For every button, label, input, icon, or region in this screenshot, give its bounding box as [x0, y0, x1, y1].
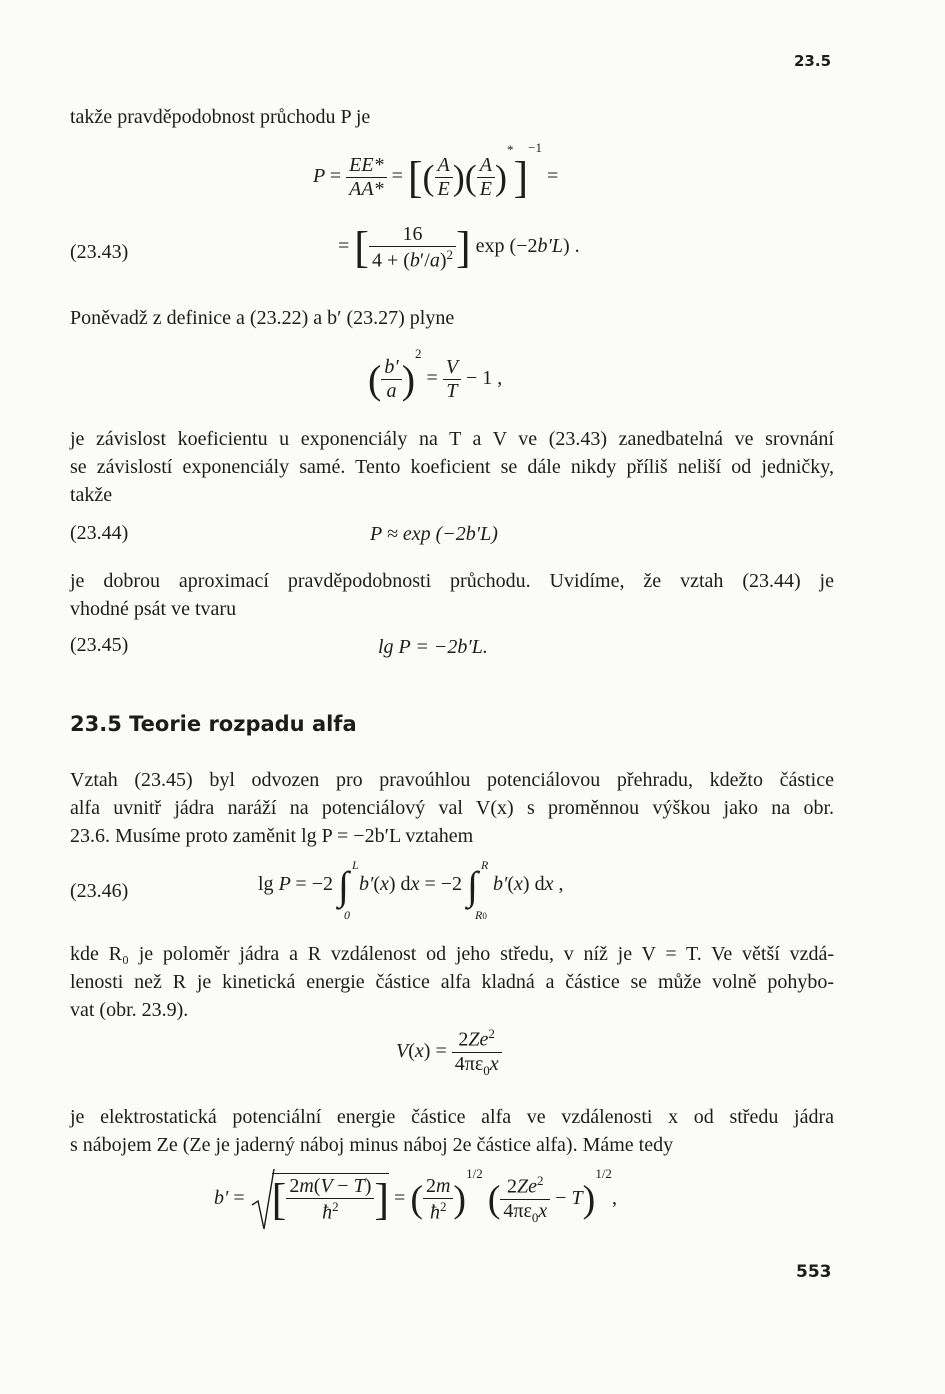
intro-text: takže pravděpodobnost průchodu P je — [70, 106, 371, 128]
paragraph-elektro-line2: s nábojem Ze (Ze je jaderný náboj minus náboj 2e částice alfa). Máme tedy — [70, 1134, 674, 1156]
equation-label-23-45: (23.45) — [70, 634, 129, 656]
equation-23-46: lg P = −2 ∫ L 0 b′(x) dx = −2 ∫ R R0 b′(x) dx , — [258, 858, 564, 922]
equation-probability-line1: P = $\frac{EE*}{AA*}$ = [( $\frac{A}{E}$ )( $\frac{A}{E}$ )*]$^{-1}$ = — [313, 140, 559, 202]
paragraph-zavislost-line3: takže — [70, 484, 113, 506]
running-header-section: 23.5 — [794, 52, 832, 70]
paragraph-elektro-line1: je elektrostatická potenciální energie částice alfa ve vzdálenosti x od středu jádra — [70, 1106, 834, 1128]
paragraph-zavislost-line1: je závislost koeficientu u exponenciály na T a V ve (23.43) zanedbatelná ve srovnání — [70, 428, 834, 450]
paragraph-vztah-line1: Vztah (23.45) byl odvozen pro pravoúhlou potenciálovou přehradu, kdežto částice — [70, 769, 834, 791]
equation-23-43: = [ $\frac{16}{4 + (b'/a)^2}$ ] exp (−2b′L) . — [338, 222, 580, 272]
paragraph-kde — [70, 940, 834, 1024]
equation-23-44: P ≈ exp (−2b′L) — [370, 523, 498, 545]
paragraph-aproximace-line2: vhodné psát ve tvaru — [70, 598, 237, 620]
equation-b-prime-ratio: ( $\frac{b'}{a}$ )$^2$ = $\frac{V}{T}$ − 1 , — [368, 346, 503, 402]
paragraph-vztah-line3: 23.6. Musíme proto zaměnit lg P = −2b′L vztahem — [70, 825, 474, 847]
paragraph-vztah — [70, 766, 834, 850]
equation-potential: V(x) = $\frac{2Ze^2}{4\pi\varepsilon_0x}$ — [396, 1026, 502, 1086]
paragraph-vztah-line2: alfa uvnitř jádra naráží na potenciálový val V(x) s proměnnou výškou jako na obr. — [70, 797, 834, 819]
paragraph-elektro — [70, 1103, 834, 1159]
paragraph-kde-line1: kde R₀ je poloměr jádra a R vzdálenost od jeho středu, v níž je V = T. Ve větší vzdá- — [70, 943, 834, 965]
equation-label-23-46: (23.46) — [70, 880, 129, 902]
paragraph-zavislost-line2: se závislostí exponenciály samé. Tento koeficient se dále nikdy příliš neliší od jedničky, — [70, 456, 834, 478]
paragraph-kde-line3: vat (obr. 23.9). — [70, 999, 189, 1021]
page-number: 553 — [796, 1262, 832, 1282]
equation-23-45: lg P = −2b′L. — [378, 636, 488, 658]
paragraph-ponevadz: Poněvadž z definice a (23.22) a b′ (23.27) plyne — [70, 307, 455, 329]
paragraph-zavislost — [70, 425, 834, 509]
paragraph-kde-line2: lenosti než R je kinetická energie částice alfa kladná a částice se může volně pohybo- — [70, 971, 834, 993]
equation-label-23-43: (23.43) — [70, 241, 129, 263]
equation-b-prime: b′ = [ $\frac{2m(V - T)}{ħ^2}$ ] = ( $\frac{2m}{ħ^2}$ )$^{1/2}$ ( $\frac{2Ze^2}{4\pi\varepsilon_0x}$ − T)$^{1/2}$, — [214, 1166, 617, 1236]
equation-label-23-44: (23.44) — [70, 522, 129, 544]
section-heading: 23.5 Teorie rozpadu alfa — [70, 712, 357, 736]
paragraph-aproximace — [70, 567, 834, 623]
paragraph-aproximace-line1: je dobrou aproximací pravděpodobnosti průchodu. Uvidíme, že vztah (23.44) je — [70, 570, 834, 592]
